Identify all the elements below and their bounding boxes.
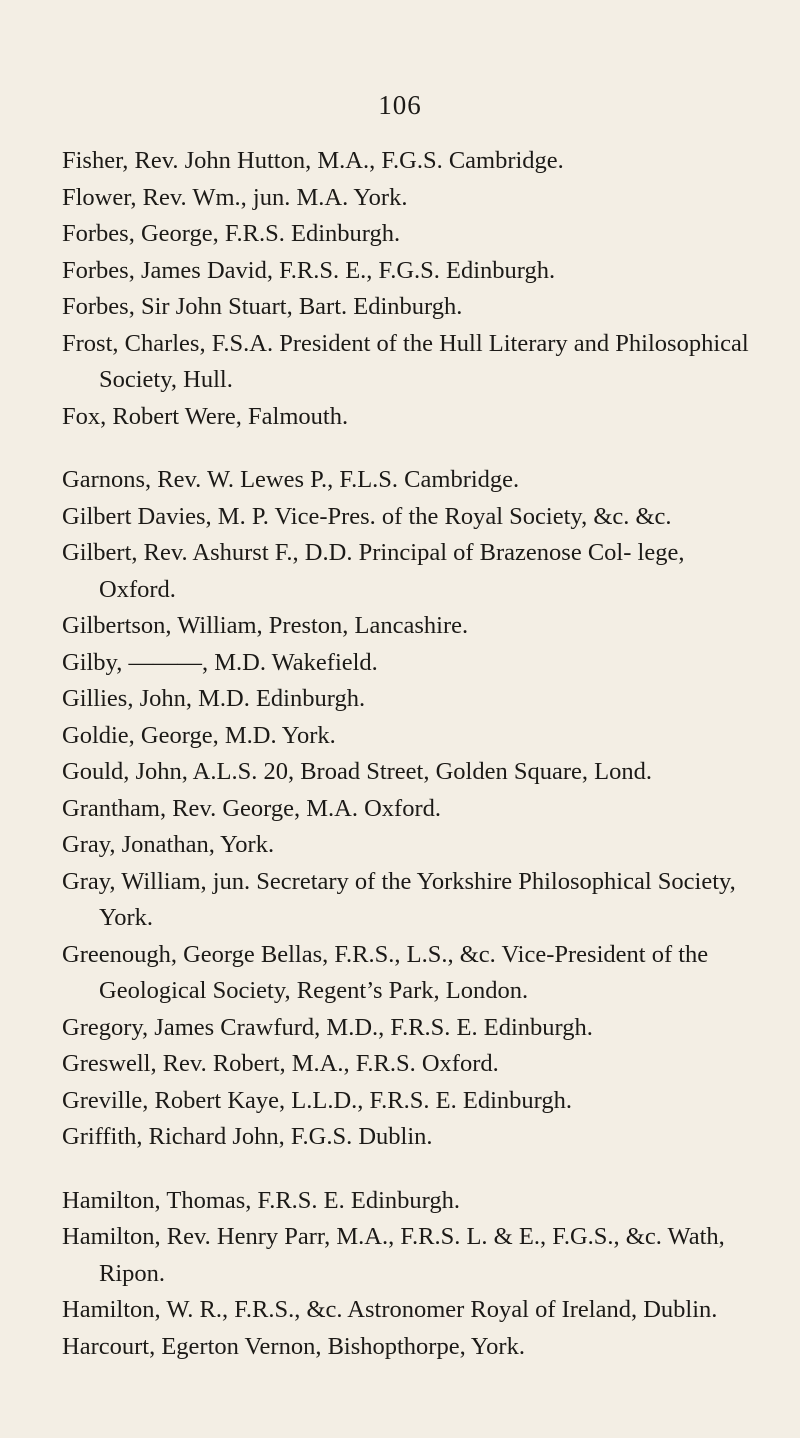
list-entry: Flower, Rev. Wm., jun. M.A. York. — [62, 183, 408, 211]
list-entry: Hamilton, Rev. Henry Parr, M.A., F.R.S. L. & E., F.G.S., &c. Wath, Ripon. — [62, 1223, 725, 1287]
list-entry: Gould, John, A.L.S. 20, Broad Street, Golden Square, Lond. — [62, 758, 652, 785]
page-number: 106 — [378, 90, 422, 120]
list-entry: Grantham, Rev. George, M.A. Oxford. — [62, 794, 441, 822]
list-entry: Fisher, Rev. John Hutton, M.A., F.G.S. Cambridge. — [62, 147, 564, 174]
list-entry: Garnons, Rev. W. Lewes P., F.L.S. Cambridge. — [62, 466, 520, 493]
list-entry: Gilbertson, William, Preston, Lancashire. — [62, 612, 469, 639]
list-entry: Greville, Robert Kaye, L.L.D., F.R.S. E. Edinburgh. — [62, 1086, 572, 1114]
member-list — [62, 143, 752, 1365]
list-entry: Forbes, George, F.R.S. Edinburgh. — [62, 220, 401, 247]
list-entry: Gray, Jonathan, York. — [62, 831, 275, 858]
list-entry: Gilbert, Rev. Ashurst F., D.D. Principal of Brazenose Col- lege, Oxford. — [62, 539, 685, 603]
list-entry: Gilbert Davies, M. P. Vice-Pres. of the Royal Society, &c. &c. — [62, 502, 672, 530]
list-entry: Forbes, Sir John Stuart, Bart. Edinburgh. — [62, 293, 463, 320]
list-entry: Forbes, James David, F.R.S. E., F.G.S. Edinburgh. — [62, 256, 556, 284]
list-entry: Fox, Robert Were, Falmouth. — [62, 402, 349, 430]
list-entry: Gilby, ———, M.D. Wakefield. — [62, 648, 378, 676]
list-entry: Gillies, John, M.D. Edinburgh. — [62, 685, 366, 712]
list-entry: Goldie, George, M.D. York. — [62, 721, 336, 749]
list-entry: Frost, Charles, F.S.A. President of the Hull Literary and Philosophical Society, Hull. — [62, 329, 749, 393]
list-entry: Harcourt, Egerton Vernon, Bishopthorpe, York. — [62, 1332, 525, 1360]
list-entry: Gray, William, jun. Secretary of the Yorkshire Philosophical Society, York. — [62, 867, 736, 931]
list-entry: Gregory, James Crawfurd, M.D., F.R.S. E. Edinburgh. — [62, 1013, 593, 1041]
list-entry: Hamilton, Thomas, F.R.S. E. Edinburgh. — [62, 1186, 460, 1214]
list-entry: Greenough, George Bellas, F.R.S., L.S., &c. Vice-President of the Geological Society, Regent’s Park, London. — [62, 940, 709, 1004]
list-entry: Hamilton, W. R., F.R.S., &c. Astronomer Royal of Ireland, Dublin. — [62, 1296, 718, 1323]
list-entry: Greswell, Rev. Robert, M.A., F.R.S. Oxford. — [62, 1050, 499, 1077]
list-entry: Griffith, Richard John, F.G.S. Dublin. — [62, 1123, 433, 1150]
